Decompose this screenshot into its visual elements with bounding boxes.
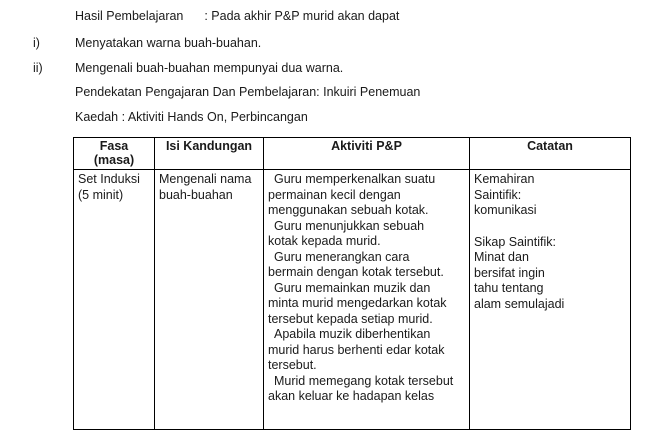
activity-item: Murid memegang kotak tersebut akan keluar ke hadapan kelas xyxy=(268,373,454,403)
activity-item: Guru menunjukkan sebuah kotak kepada murid. xyxy=(268,218,425,248)
header-catatan: Catatan xyxy=(470,138,631,170)
objective-number-1: i) xyxy=(33,36,40,50)
learning-outcome-label: Hasil Pembelajaran xyxy=(75,9,184,23)
header-aktiviti: Aktiviti P&P xyxy=(264,138,470,170)
learning-outcome-line xyxy=(75,9,399,23)
lesson-plan-table xyxy=(73,137,631,430)
objective-text-2: Mengenali buah-buahan mempunyai dua warna. xyxy=(75,61,344,75)
cell-aktiviti xyxy=(264,170,470,430)
objective-text-1: Menyatakan warna buah-buahan. xyxy=(75,36,262,50)
teaching-method: Kaedah : Aktiviti Hands On, Perbincangan xyxy=(75,110,308,124)
cell-catatan: Kemahiran Saintifik: komunikasi Sikap Saintifik: Minat dan bersifat ingin tahu tentang alam semulajadi xyxy=(470,170,631,430)
header-fasa: Fasa (masa) xyxy=(74,138,155,170)
cell-fasa: Set Induksi (5 minit) xyxy=(74,170,155,430)
teaching-approach: Pendekatan Pengajaran Dan Pembelajaran: Inkuiri Penemuan xyxy=(75,85,421,99)
activity-item: Apabila muzik diberhentikan murid harus berhenti edar kotak tersebut. xyxy=(268,327,445,372)
activity-item: Guru memainkan muzik dan minta murid mengedarkan kotak tersebut kepada setiap murid. xyxy=(268,280,447,326)
objective-number-2: ii) xyxy=(33,61,43,75)
cell-isi-kandungan: Mengenali nama buah-buahan xyxy=(155,170,264,430)
table-row xyxy=(74,170,631,430)
header-isi-kandungan: Isi Kandungan xyxy=(155,138,264,170)
activity-item: Guru memperkenalkan suatu permainan kecil dengan menggunakan sebuah kotak. xyxy=(268,172,436,217)
learning-outcome-text: : Pada akhir P&P murid akan dapat xyxy=(204,9,400,23)
activity-item: Guru menerangkan cara bermain dengan kotak tersebut. xyxy=(268,249,444,279)
table-header-row xyxy=(74,138,631,170)
